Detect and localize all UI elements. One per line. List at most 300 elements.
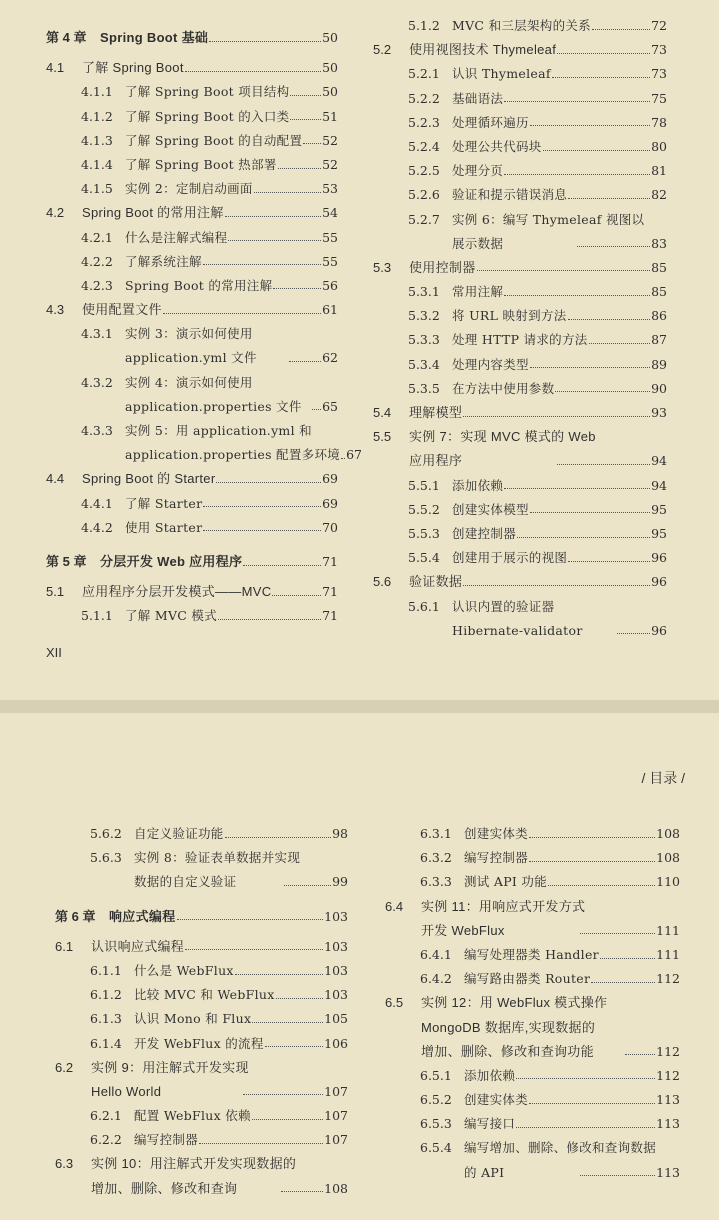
dot-leader — [529, 837, 655, 838]
toc-entry-number: 6.1.2 — [90, 987, 122, 1003]
toc-entry-title: 处理分页 — [452, 163, 504, 179]
dot-leader — [243, 565, 321, 566]
toc-entry-title: 编写处理器类 Handler — [464, 946, 599, 962]
toc-entry-title: 了解 Spring Boot 项目结构 — [125, 84, 290, 100]
dot-leader — [163, 313, 321, 314]
dot-leader — [548, 885, 655, 886]
toc-entry-page: 103 — [324, 987, 348, 1003]
toc-entry-page: 55 — [322, 229, 338, 245]
dot-leader — [516, 1127, 655, 1128]
toc-entry — [46, 467, 338, 491]
toc-entry-title: 增加、删除、修改和查询功能 — [421, 1043, 594, 1059]
toc-entry-title: MongoDB 数据库,实现数据的 — [421, 1019, 596, 1035]
dot-leader — [209, 41, 321, 42]
dot-leader — [591, 982, 655, 983]
toc-entry-number: 4.4 — [46, 471, 65, 487]
toc-entry — [373, 595, 667, 619]
toc-entry-page: 80 — [651, 138, 667, 154]
toc-entry-title: 编写控制器 — [464, 850, 529, 866]
dot-leader — [463, 585, 650, 586]
toc-entry-number: 4.1.2 — [81, 108, 113, 124]
toc-entry-title: Spring Boot 的 Starter — [82, 471, 216, 487]
toc-entry-number: 6.5 — [385, 995, 404, 1011]
toc-entry-page: 107 — [324, 1108, 348, 1124]
dot-leader — [580, 933, 655, 934]
toc-entry-title: 什么是注解式编程 — [125, 229, 228, 245]
toc-entry-title: 基础语法 — [452, 90, 504, 106]
toc-entry-title: 认识响应式编程 — [91, 938, 185, 954]
toc-entry — [385, 1112, 680, 1136]
toc-entry-number: 4.1.1 — [81, 84, 113, 100]
toc-entry-page: 108 — [656, 826, 680, 841]
toc-entry — [373, 208, 667, 232]
toc-entry-page: 86 — [651, 308, 667, 324]
dot-leader — [504, 174, 650, 175]
toc-entry-title: 实例 12：用 WebFlux 模式操作 — [421, 995, 608, 1011]
toc-entry-number: 4.1.5 — [81, 181, 113, 197]
toc-entry — [373, 425, 667, 449]
toc-entry-title: 数据的自定义验证 — [134, 874, 237, 890]
toc-entry-page: 73 — [651, 66, 667, 82]
dot-leader — [580, 1175, 655, 1176]
toc-entry-title: 自定义验证功能 — [134, 826, 224, 841]
dot-leader — [529, 861, 655, 862]
dot-leader — [517, 537, 650, 538]
toc-column-left — [46, 16, 362, 629]
dot-leader — [504, 488, 650, 489]
toc-entry — [46, 516, 338, 540]
toc-entry-title: 处理 HTTP 请求的方法 — [452, 332, 588, 348]
toc-entry-number: 6.5.1 — [420, 1067, 452, 1083]
toc-entry-page: 52 — [322, 132, 338, 148]
toc-entry-number: 5.3.5 — [408, 380, 440, 396]
dot-leader — [341, 458, 345, 459]
toc-entry-number: 5.3.2 — [408, 308, 440, 324]
toc-entry-title: 实例 8：验证表单数据并实现 — [134, 850, 301, 866]
toc-entry-title: application.properties 配置多环境 — [125, 447, 341, 463]
toc-entry-title: 开发 WebFlux — [421, 922, 505, 938]
toc-entry — [55, 935, 348, 959]
toc-entry-page: 78 — [651, 114, 667, 130]
toc-entry-number: 5.3.4 — [408, 356, 440, 372]
toc-entry-title: 实例 5：用 application.yml 和 — [125, 423, 312, 438]
toc-entry-page: 67 — [346, 447, 362, 463]
toc-entry-number: 5.6.3 — [90, 850, 122, 866]
toc-entry-number: 5.2.3 — [408, 114, 440, 130]
toc-entry-title: 应用程序分层开发模式——MVC — [82, 584, 272, 600]
toc-entry — [373, 87, 667, 111]
toc-entry-page: 94 — [651, 453, 668, 469]
toc-entry — [46, 80, 338, 104]
dot-leader — [568, 561, 650, 562]
toc-entry-title: 了解 Starter — [125, 495, 203, 511]
dot-leader — [568, 319, 651, 320]
toc-entry-title: 处理循环遍历 — [452, 114, 529, 130]
toc-column-right — [373, 14, 667, 643]
toc-entry-number: 6.3.1 — [420, 826, 452, 841]
toc-entry-title: 实例 11：用响应式开发方式 — [421, 898, 586, 914]
dot-leader — [312, 409, 321, 410]
page-folio: XII — [46, 645, 62, 660]
toc-entry-title: application.yml 文件 — [125, 350, 257, 366]
toc-entry-title: 开发 WebFlux 的流程 — [134, 1035, 264, 1051]
toc-entry-number: 5.1.1 — [81, 608, 113, 624]
toc-entry-title: 使用控制器 — [409, 259, 476, 275]
toc-entry — [46, 492, 338, 516]
toc-entry-title: 创建用于展示的视图 — [452, 550, 568, 566]
toc-entry-page: 50 — [322, 30, 338, 45]
toc-entry-title: 理解模型 — [409, 405, 463, 420]
toc-entry-title: 了解系统注解 — [125, 253, 202, 269]
toc-entry-title: 比较 MVC 和 WebFlux — [134, 987, 275, 1003]
toc-entry-title: 的 API — [464, 1164, 505, 1180]
toc-entry — [385, 1136, 680, 1160]
toc-entry-number: 4.3.3 — [81, 423, 113, 438]
dot-leader — [617, 633, 650, 634]
dot-leader — [543, 150, 650, 151]
toc-entry — [373, 401, 667, 425]
toc-entry — [55, 1104, 348, 1128]
toc-entry — [46, 56, 338, 80]
toc-entry — [373, 353, 667, 377]
toc-entry-page: 98 — [332, 826, 348, 841]
page-separator — [0, 700, 719, 713]
toc-entry-page: 71 — [322, 553, 338, 569]
toc-entry — [46, 550, 338, 574]
toc-entry — [373, 135, 667, 159]
toc-entry-title: 编写控制器 — [134, 1132, 199, 1148]
toc-entry-page: 96 — [651, 550, 667, 566]
toc-entry-number: 5.3 — [373, 259, 392, 275]
dot-leader — [185, 949, 323, 950]
toc-entry-page: 69 — [322, 495, 338, 511]
toc-entry — [385, 870, 680, 894]
toc-entry — [46, 395, 338, 419]
toc-entry-page: 81 — [651, 163, 667, 179]
toc-entry — [46, 322, 338, 346]
toc-entry-page: 105 — [324, 1011, 348, 1027]
toc-entry-page: 71 — [322, 584, 338, 600]
toc-entry-page: 99 — [332, 874, 348, 890]
toc-entry-title: 创建实体类 — [464, 1092, 529, 1108]
toc-entry-page: 103 — [324, 938, 348, 954]
toc-entry — [373, 377, 667, 401]
toc-entry-number: 4.2.3 — [81, 277, 113, 293]
toc-entry — [385, 1064, 680, 1088]
toc-entry-title: 了解 Spring Boot 的入口类 — [125, 108, 290, 124]
dot-leader — [568, 198, 650, 199]
toc-entry — [385, 1161, 680, 1185]
toc-entry-page: 55 — [322, 253, 338, 269]
toc-entry — [373, 546, 667, 570]
dot-leader — [530, 512, 650, 513]
toc-entry — [55, 1056, 348, 1080]
toc-entry-title: 测试 API 功能 — [464, 874, 548, 890]
toc-entry — [55, 983, 348, 1007]
toc-entry — [373, 62, 667, 86]
toc-entry-number: 5.3.3 — [408, 332, 440, 348]
toc-entry-number: 5.2.4 — [408, 138, 440, 154]
toc-entry-page: 94 — [651, 477, 667, 493]
toc-entry-page: 107 — [324, 1132, 348, 1148]
toc-entry — [373, 14, 667, 38]
toc-entry-title: 实例 2：定制启动画面 — [125, 181, 253, 197]
dot-leader — [516, 1078, 655, 1079]
toc-entry-title: 分层开发 Web 应用程序 — [100, 553, 243, 569]
toc-entry-page: 103 — [324, 908, 348, 924]
toc-entry-number: 4.3.1 — [81, 326, 113, 342]
dot-leader — [284, 885, 331, 886]
toc-entry — [373, 619, 667, 643]
toc-entry-page: 69 — [322, 471, 338, 487]
toc-entry-page: 72 — [651, 18, 667, 33]
toc-entry-page: 85 — [651, 259, 667, 275]
toc-entry-title: 常用注解 — [452, 284, 504, 300]
toc-entry-number: 6.5.3 — [420, 1116, 452, 1132]
dot-leader — [225, 837, 331, 838]
toc-entry — [46, 129, 338, 153]
toc-entry-title: 编写路由器类 Router — [464, 971, 591, 987]
toc-entry-number: 4.1.4 — [81, 156, 113, 172]
toc-entry-title: 处理公共代码块 — [452, 138, 542, 154]
toc-entry — [46, 226, 338, 250]
dot-leader — [290, 95, 321, 96]
toc-entry-number: 5.6 — [373, 574, 392, 590]
toc-entry-page: 65 — [322, 398, 339, 414]
toc-entry-title: 实例 6：编写 Thymeleaf 视图以 — [452, 211, 645, 227]
toc-entry — [373, 159, 667, 183]
toc-entry-number: 4.4.2 — [81, 519, 113, 535]
dot-leader — [303, 143, 321, 144]
toc-entry — [46, 201, 338, 225]
toc-entry-title: 创建控制器 — [452, 525, 517, 541]
toc-entry — [385, 846, 680, 870]
toc-entry — [46, 298, 338, 322]
dot-leader — [276, 998, 324, 999]
toc-entry — [46, 419, 338, 443]
toc-entry-title: 添加依赖 — [452, 477, 504, 493]
toc-entry-page: 96 — [651, 574, 667, 590]
toc-entry-page: 83 — [651, 235, 668, 251]
toc-entry — [55, 822, 348, 846]
dot-leader — [203, 530, 321, 531]
toc-entry-number: 5.2.7 — [408, 211, 440, 227]
toc-entry — [46, 604, 338, 628]
running-head: / 目录 / — [641, 770, 685, 786]
dot-leader — [199, 1143, 323, 1144]
toc-entry-title: 在方法中使用参数 — [452, 380, 555, 396]
toc-entry-page: 111 — [656, 946, 680, 962]
toc-entry — [46, 580, 338, 604]
toc-entry-page: 61 — [322, 302, 338, 318]
dot-leader — [529, 1103, 655, 1104]
toc-entry-title: 响应式编程 — [109, 908, 176, 924]
toc-entry-title: 实例 3：演示如何使用 — [125, 326, 253, 342]
dot-leader — [228, 240, 321, 241]
toc-entry-number: 5.5.2 — [408, 501, 440, 517]
toc-entry-title: 使用配置文件 — [82, 302, 162, 318]
dot-leader — [278, 168, 321, 169]
dot-leader — [289, 361, 321, 362]
dot-leader — [225, 216, 321, 217]
dot-leader — [463, 416, 650, 417]
toc-entry-number: 6.1.3 — [90, 1011, 122, 1027]
toc-entry-number: 5.2.1 — [408, 66, 440, 82]
toc-entry-title: application.properties 文件 — [125, 398, 302, 414]
toc-entry — [46, 346, 338, 370]
dot-leader — [555, 391, 650, 392]
toc-entry-number: 6.3.3 — [420, 874, 452, 890]
toc-entry-page: 52 — [322, 156, 338, 172]
toc-entry-page: 70 — [322, 519, 338, 535]
toc-entry-page: 107 — [324, 1083, 349, 1099]
toc-entry-page: 103 — [324, 962, 348, 978]
toc-entry-title: 展示数据 — [452, 235, 504, 251]
toc-entry-number: 5.5.3 — [408, 525, 440, 541]
toc-entry-number: 5.2.6 — [408, 187, 440, 203]
toc-entry-title: 了解 Spring Boot 热部署 — [125, 156, 277, 172]
toc-entry-number: 4.2.1 — [81, 229, 113, 245]
dot-leader — [530, 367, 650, 368]
toc-entry-number: 5.1 — [46, 584, 65, 600]
toc-entry-page: 75 — [651, 90, 667, 106]
toc-entry-title: 实例 7：实现 MVC 模式的 Web — [409, 429, 596, 445]
dot-leader — [252, 1022, 323, 1023]
toc-entry — [55, 905, 348, 929]
toc-entry-number: 6.1.4 — [90, 1035, 122, 1051]
toc-entry-page: 112 — [656, 1067, 680, 1083]
toc-entry — [46, 443, 362, 467]
toc-entry — [46, 26, 338, 50]
toc-entry — [55, 1080, 348, 1104]
toc-entry — [373, 111, 667, 135]
dot-leader — [254, 192, 321, 193]
toc-entry-title: Spring Boot 的常用注解 — [82, 205, 224, 221]
toc-entry — [55, 1032, 348, 1056]
toc-entry-page: 113 — [656, 1092, 680, 1108]
toc-entry — [55, 959, 348, 983]
toc-entry-number: 5.1.2 — [408, 18, 440, 33]
toc-entry-number: 5.5 — [373, 429, 392, 445]
toc-entry-page: 62 — [322, 350, 339, 366]
toc-entry-title: 认识内置的验证器 — [452, 598, 555, 614]
toc-entry-number: 6.2 — [55, 1059, 74, 1075]
dot-leader — [177, 919, 324, 920]
toc-entry-number: 5.5.1 — [408, 477, 440, 493]
toc-entry — [46, 274, 338, 298]
toc-column-right — [385, 822, 680, 1185]
toc-entry — [55, 846, 348, 870]
toc-entry-title: 应用程序 — [409, 453, 463, 469]
toc-entry-number: 第 4 章 — [46, 30, 87, 45]
toc-entry-title: 了解 Spring Boot — [82, 60, 184, 76]
toc-entry-number: 6.1.1 — [90, 962, 122, 978]
toc-entry-page: 50 — [322, 60, 338, 76]
toc-entry-number: 6.4.1 — [420, 946, 452, 962]
dot-leader — [592, 29, 650, 30]
toc-entry-title: 实例 10：用注解式开发实现数据的 — [91, 1156, 297, 1172]
toc-entry-title: 创建实体模型 — [452, 501, 529, 517]
toc-entry-page: 51 — [322, 108, 338, 124]
dot-leader — [203, 264, 321, 265]
toc-entry-number: 6.3 — [55, 1156, 74, 1172]
dot-leader — [273, 288, 321, 289]
toc-entry-title: 增加、删除、修改和查询 — [91, 1180, 238, 1196]
dot-leader — [557, 53, 650, 54]
toc-entry — [373, 522, 667, 546]
dot-leader — [252, 1119, 323, 1120]
toc-entry-page: 54 — [322, 205, 338, 221]
toc-entry — [385, 1016, 680, 1040]
toc-entry-page: 106 — [324, 1035, 348, 1051]
toc-entry-number: 5.6.2 — [90, 826, 122, 841]
toc-entry-title: Spring Boot 的常用注解 — [125, 277, 273, 293]
dot-leader — [216, 482, 321, 483]
toc-entry-title: 什么是 WebFlux — [134, 962, 234, 978]
toc-entry-title: 认识 Mono 和 Flux — [134, 1011, 252, 1027]
toc-entry-number: 4.3 — [46, 302, 65, 318]
toc-entry-title: MVC 和三层架构的关系 — [452, 18, 591, 33]
toc-entry-number: 6.2.1 — [90, 1108, 122, 1124]
toc-entry-number: 6.1 — [55, 938, 74, 954]
toc-entry-page: 113 — [656, 1116, 680, 1132]
dot-leader — [235, 974, 323, 975]
toc-entry — [55, 1007, 348, 1031]
toc-entry-number: 6.3.2 — [420, 850, 452, 866]
dot-leader — [243, 1094, 323, 1095]
toc-entry — [373, 280, 667, 304]
toc-entry-title: 了解 Spring Boot 的自动配置 — [125, 132, 303, 148]
toc-entry-page: 110 — [656, 874, 680, 890]
toc-entry — [373, 328, 667, 352]
toc-entry-page: 56 — [322, 277, 338, 293]
toc-entry — [385, 991, 680, 1015]
toc-entry-title: Hello World — [91, 1083, 162, 1099]
toc-entry-page: 73 — [651, 42, 667, 58]
dot-leader — [557, 464, 650, 465]
toc-entry-page: 82 — [651, 187, 667, 203]
dot-leader — [600, 958, 655, 959]
toc-column-left — [55, 822, 348, 1201]
toc-entry-page: 112 — [656, 971, 680, 987]
toc-entry-number: 4.3.2 — [81, 374, 113, 390]
toc-entry — [385, 822, 680, 846]
toc-entry-page: 113 — [656, 1164, 680, 1180]
toc-entry — [373, 232, 667, 256]
toc-entry — [55, 1177, 348, 1201]
toc-entry — [46, 153, 338, 177]
toc-entry-page: 95 — [651, 525, 667, 541]
toc-entry-title: 使用视图技术 Thymeleaf — [409, 42, 557, 58]
toc-entry — [385, 1040, 680, 1064]
toc-entry — [373, 183, 667, 207]
dot-leader — [504, 295, 650, 296]
toc-entry — [373, 474, 667, 498]
toc-entry-title: 验证数据 — [409, 574, 463, 590]
toc-entry-number: 5.5.4 — [408, 550, 440, 566]
dot-leader — [589, 343, 651, 344]
toc-entry-title: Spring Boot 基础 — [100, 30, 209, 45]
toc-entry — [385, 943, 680, 967]
dot-leader — [477, 270, 651, 271]
toc-entry-number: 4.1 — [46, 60, 65, 76]
toc-entry — [373, 570, 667, 594]
toc-entry-number: 4.4.1 — [81, 495, 113, 511]
toc-entry-number: 6.4 — [385, 898, 404, 914]
toc-entry-number: 4.2 — [46, 205, 65, 221]
dot-leader — [552, 77, 650, 78]
toc-entry-number: 5.4 — [373, 405, 392, 420]
